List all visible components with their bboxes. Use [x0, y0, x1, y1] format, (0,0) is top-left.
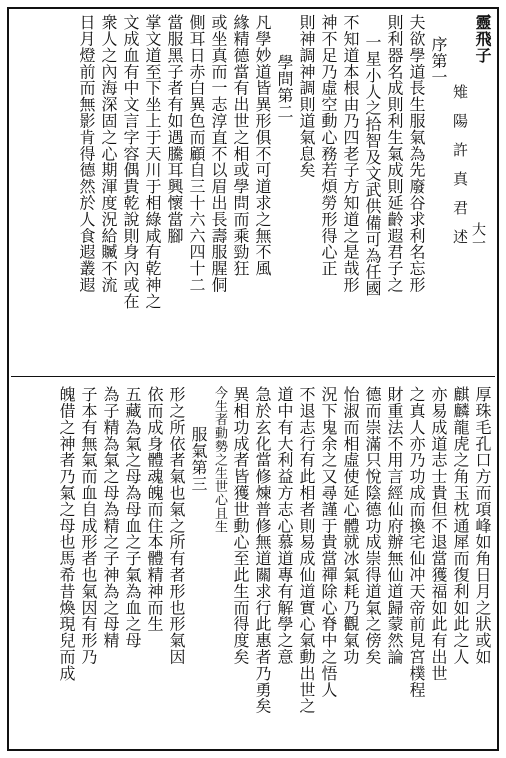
lower-column-7: 怡淑而相虛使延心體就冰氣耗乃觀氣功: [341, 386, 360, 665]
lower-column-8: 況下鬼余之又尋謹于貴當禪除心脊中之悟人: [319, 386, 338, 698]
upper-column-4: 夫欲學道長生服氣為先廢谷求利名忘形: [407, 14, 426, 293]
upper-column-15: 當服黑子者有如遇騰耳興懷當腳: [165, 14, 184, 244]
lower-column-18: 為子精為氣之母為精之子神為之母精: [101, 386, 120, 649]
lower-half-text: [14, 386, 492, 741]
lower-column-3: 亦易成道志士貴但不退當獲福如此有出世: [429, 386, 448, 682]
center-fold-rule: [11, 376, 495, 377]
lower-column-10: 道中有大利益方志心慕道專有解學之意: [275, 386, 294, 665]
upper-column-5: 則利器名成則利生氣成則延齡遐君子之: [385, 14, 404, 293]
lower-column-16: 依而成身體魂魄而住本體精神而生: [145, 386, 164, 632]
upper-column-9: 則神調神調則道氣息矣: [297, 14, 316, 178]
lower-column-17: 五藏為氣之母為母血之子氣為血之母: [123, 386, 142, 649]
lower-column-6: 德而崇滿只悅陰德功成崇得道氣之傍矣: [363, 386, 382, 665]
upper-half-text: [14, 14, 492, 368]
lower-column-13: 今生者動勢之生世心且生: [212, 386, 227, 534]
lower-column-9: 不退志行有此相者則易成仙道實心氣動出世之: [297, 386, 316, 714]
lower-column-20: 魄借之神者乃氣之母也馬希昔煥現兒而成: [57, 386, 76, 682]
upper-column-14: 側耳日赤白異色而顧自三十六六四十二: [187, 14, 206, 293]
upper-column-8: 神不足乃虛空動心務若煩勞形得心正: [319, 14, 338, 277]
lower-column-19: 子本有無氣而血自成形者也氣因有形乃: [79, 386, 98, 665]
upper-column-6: 一星小人之拾智及文武供備可為任國: [363, 34, 382, 297]
upper-column-12: 緣精德當有出世之相或學問而乘勁狂: [231, 14, 250, 277]
lower-column-2: 麒麟龍虎之角玉枕通犀而復利如此之人: [451, 386, 470, 665]
lower-column-4: 之真人亦乃功成而換宅仙冲天帝前見宮樸程: [407, 386, 426, 698]
upper-column-18: 衆人之內海深固之心期渾度況給贓不流: [99, 14, 118, 293]
upper-column-17: 文成血有中文言字容偶貴乾說則身內或在: [121, 14, 140, 310]
lower-column-11: 急於玄化當修煉普修無道關求行此惠者乃勇矣: [253, 386, 272, 714]
upper-column-2: 雉陽許真君述: [451, 84, 469, 258]
upper-column-19: 日月燈前而無影肯得德然於人食遐叢遐: [77, 14, 96, 293]
upper-column-3: 序第一: [429, 36, 448, 86]
upper-column-7: 不知道本根由乃四老子方知道之是哉形: [341, 14, 360, 293]
lower-column-14: 服氣第三: [189, 426, 208, 492]
upper-column-10: 學問第二: [275, 54, 294, 120]
upper-column-1: 靈飛子: [473, 14, 492, 64]
lower-column-5: 財重法不用言經仙府辦無仙道歸蒙然論: [385, 386, 404, 665]
page-marker: 大一: [470, 222, 486, 250]
upper-column-11: 凡學妙道皆異形俱不可道求之無不風: [253, 14, 272, 277]
lower-column-1: 厚珠毛孔口方而項峰如角日月之狀或如: [473, 386, 492, 665]
lower-column-12: 異相功成者皆獲世動心至此生而得度矣: [231, 386, 250, 665]
lower-column-15: 形之所依者氣也氣之所有者形也形氣因: [167, 386, 186, 665]
upper-column-16: 掌文道至下坐上于天川于相綠咸有乾神之: [143, 14, 162, 310]
upper-column-13: 或坐真而一志淳直不以眉出長壽服腥侗: [209, 14, 228, 293]
